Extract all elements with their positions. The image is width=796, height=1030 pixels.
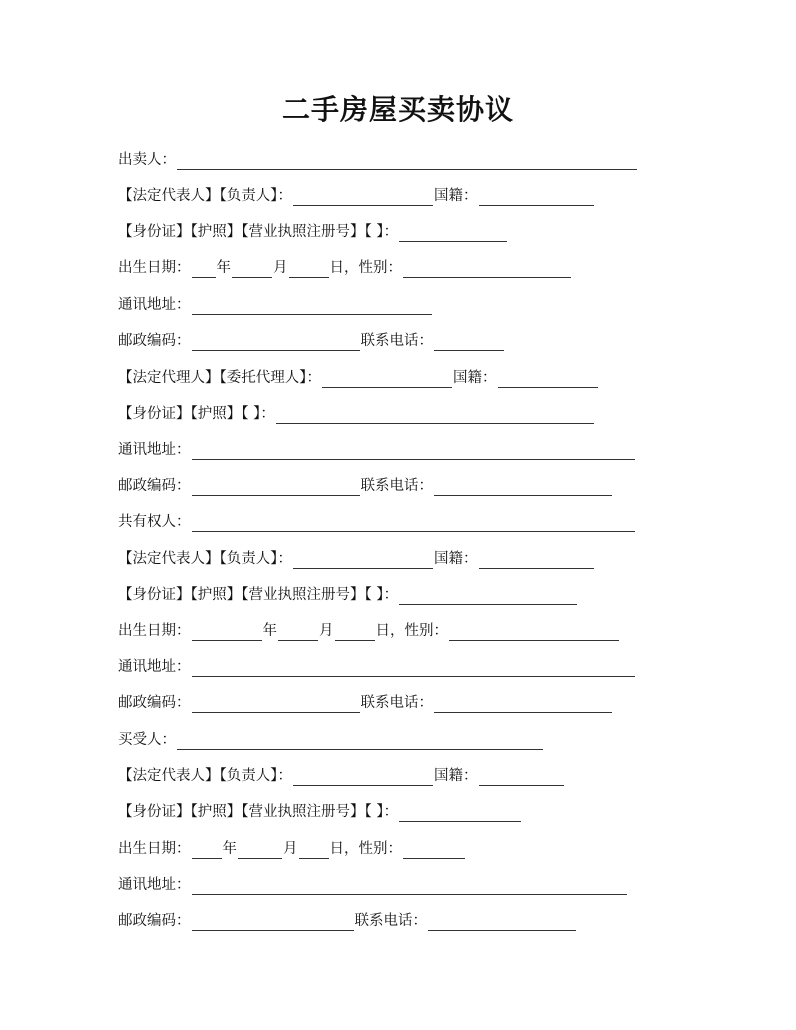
co-owner-birth-month-field[interactable] <box>278 625 318 641</box>
co-owner-year-label: 年 <box>262 623 277 639</box>
buyer-nationality-label: 国籍： <box>434 768 478 784</box>
agent-row <box>118 368 599 388</box>
agent-label: 【法定代理人】【委托代理人】： <box>118 370 321 386</box>
buyer-rep-row <box>118 766 565 786</box>
seller-phone-label: 联系电话： <box>360 333 433 349</box>
seller-id-label: 【身份证】【护照】【营业执照注册号】【 】： <box>118 224 399 240</box>
buyer-contact-row <box>118 911 577 931</box>
seller-id-row <box>118 222 508 242</box>
seller-birth-label: 出生日期： <box>118 260 191 276</box>
seller-id-field[interactable] <box>399 226 507 242</box>
co-owner-id-field[interactable] <box>399 589 577 605</box>
buyer-address-field[interactable] <box>192 879 627 895</box>
co-owner-birth-year-field[interactable] <box>192 625 262 641</box>
co-owner-birth-day-field[interactable] <box>335 625 375 641</box>
seller-address-label: 通讯地址： <box>118 297 191 313</box>
seller-postcode-label: 邮政编码： <box>118 333 191 349</box>
co-owner-gender-field[interactable] <box>449 625 619 641</box>
seller-rep-field[interactable] <box>293 190 433 206</box>
buyer-rep-field[interactable] <box>293 770 433 786</box>
seller-row <box>118 150 638 170</box>
co-owner-rep-row <box>118 549 595 569</box>
seller-gender-field[interactable] <box>403 262 571 278</box>
seller-birth-day-field[interactable] <box>289 262 329 278</box>
seller-postcode-field[interactable] <box>192 335 360 351</box>
co-owner-address-label: 通讯地址： <box>118 659 191 675</box>
co-owner-rep-field[interactable] <box>293 553 433 569</box>
buyer-row <box>118 730 544 750</box>
agent-phone-label: 联系电话： <box>360 478 433 494</box>
seller-name-field[interactable] <box>177 154 637 170</box>
seller-contact-row <box>118 331 505 351</box>
co-owner-month-label: 月 <box>319 623 334 639</box>
agent-postcode-field[interactable] <box>192 480 360 496</box>
agent-id-field[interactable] <box>276 408 594 424</box>
buyer-phone-label: 联系电话： <box>354 913 427 929</box>
agent-id-label: 【身份证】【护照】【 】： <box>118 406 275 422</box>
co-owner-birth-label: 出生日期： <box>118 623 191 639</box>
buyer-day-gender-label: 日，性别： <box>329 841 402 857</box>
buyer-birth-label: 出生日期： <box>118 841 191 857</box>
co-owner-id-label: 【身份证】【护照】【营业执照注册号】【 】： <box>118 587 399 603</box>
buyer-gender-field[interactable] <box>403 843 465 859</box>
co-owner-nationality-label: 国籍： <box>434 551 478 567</box>
seller-address-field[interactable] <box>192 299 432 315</box>
buyer-phone-field[interactable] <box>428 915 576 931</box>
buyer-birth-month-field[interactable] <box>238 843 282 859</box>
co-owner-address-field[interactable] <box>192 661 635 677</box>
seller-nationality-label: 国籍： <box>434 188 478 204</box>
buyer-birth-day-field[interactable] <box>299 843 329 859</box>
agent-address-field[interactable] <box>192 444 635 460</box>
seller-label: 出卖人： <box>118 152 176 168</box>
co-owner-id-row <box>118 585 578 605</box>
seller-rep-row <box>118 186 595 206</box>
co-owner-label: 共有权人： <box>118 514 191 530</box>
buyer-postcode-field[interactable] <box>192 915 354 931</box>
seller-month-label: 月 <box>273 260 288 276</box>
seller-day-gender-label: 日，性别： <box>329 260 402 276</box>
buyer-address-label: 通讯地址： <box>118 877 191 893</box>
buyer-rep-label: 【法定代表人】【负责人】： <box>118 768 292 784</box>
co-owner-birth-row <box>118 621 620 641</box>
buyer-id-row <box>118 802 522 822</box>
buyer-id-field[interactable] <box>399 806 521 822</box>
agent-phone-field[interactable] <box>434 480 612 496</box>
seller-phone-field[interactable] <box>434 335 504 351</box>
co-owner-contact-row <box>118 693 613 713</box>
seller-nationality-field[interactable] <box>479 190 594 206</box>
seller-address-row <box>118 295 433 315</box>
buyer-month-label: 月 <box>283 841 298 857</box>
buyer-address-row <box>118 875 628 895</box>
agent-address-label: 通讯地址： <box>118 442 191 458</box>
seller-birth-month-field[interactable] <box>232 262 272 278</box>
co-owner-postcode-field[interactable] <box>192 697 360 713</box>
buyer-year-label: 年 <box>222 841 237 857</box>
agent-postcode-label: 邮政编码： <box>118 478 191 494</box>
agent-address-row <box>118 440 636 460</box>
document-title: 二手房屋买卖协议 <box>281 93 514 126</box>
buyer-name-field[interactable] <box>177 734 543 750</box>
co-owner-phone-label: 联系电话： <box>360 695 433 711</box>
co-owner-rep-label: 【法定代表人】【负责人】： <box>118 551 292 567</box>
agent-id-row <box>118 404 595 424</box>
buyer-postcode-label: 邮政编码： <box>118 913 191 929</box>
co-owner-day-gender-label: 日，性别： <box>375 623 448 639</box>
agent-nationality-label: 国籍： <box>453 370 497 386</box>
buyer-nationality-field[interactable] <box>479 770 564 786</box>
co-owner-nationality-field[interactable] <box>479 553 594 569</box>
agent-name-field[interactable] <box>322 372 452 388</box>
co-owner-name-field[interactable] <box>192 516 635 532</box>
co-owner-postcode-label: 邮政编码： <box>118 695 191 711</box>
seller-rep-label: 【法定代表人】【负责人】： <box>118 188 292 204</box>
seller-birth-year-field[interactable] <box>192 262 216 278</box>
buyer-birth-row <box>118 839 466 859</box>
seller-birth-row <box>118 258 572 278</box>
co-owner-address-row <box>118 657 636 677</box>
agent-contact-row <box>118 476 613 496</box>
buyer-label: 买受人： <box>118 732 176 748</box>
co-owner-row <box>118 512 636 532</box>
co-owner-phone-field[interactable] <box>434 697 612 713</box>
buyer-birth-year-field[interactable] <box>192 843 222 859</box>
agent-nationality-field[interactable] <box>498 372 598 388</box>
seller-year-label: 年 <box>216 260 231 276</box>
buyer-id-label: 【身份证】【护照】【营业执照注册号】【 】： <box>118 804 399 820</box>
